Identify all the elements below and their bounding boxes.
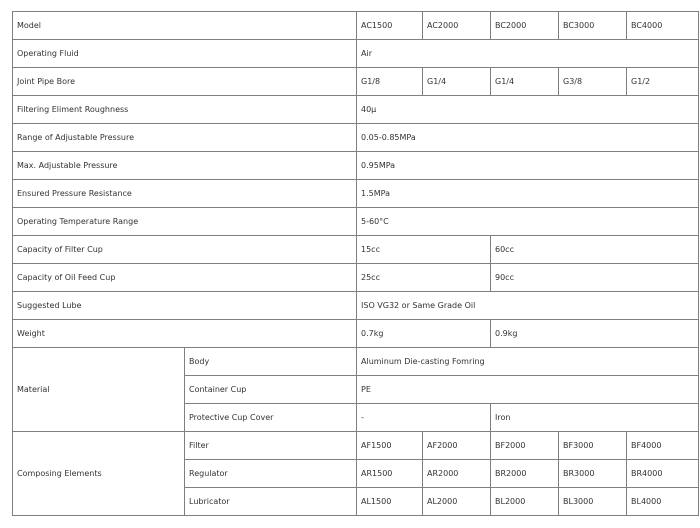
sub-label: Body [185, 348, 357, 376]
row-value: PE [357, 376, 699, 404]
table-row [13, 236, 699, 264]
table-row [13, 320, 699, 348]
element-value: BL3000 [559, 488, 627, 516]
element-value: BR2000 [491, 460, 559, 488]
row-value: ISO VG32 or Same Grade Oil [357, 292, 699, 320]
model-value: BC3000 [559, 12, 627, 40]
group-label-composing: Composing Elements [13, 432, 185, 516]
group-label-material: Material [13, 348, 185, 432]
bore-value: G3/8 [559, 68, 627, 96]
bore-value: G1/4 [491, 68, 559, 96]
row-value: 0.05-0.85MPa [357, 124, 699, 152]
table-row [13, 152, 699, 180]
model-value: BC4000 [627, 12, 699, 40]
row-value: 0.95MPa [357, 152, 699, 180]
element-value: BR3000 [559, 460, 627, 488]
row-label: Model [13, 12, 357, 40]
sub-label: Protective Cup Cover [185, 404, 357, 432]
row-value: 60cc [491, 236, 699, 264]
element-value: BF4000 [627, 432, 699, 460]
model-value: AC1500 [357, 12, 423, 40]
row-label: Weight [13, 320, 357, 348]
table-row [13, 348, 699, 376]
element-value: BF3000 [559, 432, 627, 460]
row-value: 1.5MPa [357, 180, 699, 208]
row-value: 0.9kg [491, 320, 699, 348]
model-value: BC2000 [491, 12, 559, 40]
table-row [13, 180, 699, 208]
element-value: BL2000 [491, 488, 559, 516]
element-value: BL4000 [627, 488, 699, 516]
bore-value: G1/4 [423, 68, 491, 96]
row-label: Max. Adjustable Pressure [13, 152, 357, 180]
sub-label: Filter [185, 432, 357, 460]
row-label: Joint Pipe Bore [13, 68, 357, 96]
model-value: AC2000 [423, 12, 491, 40]
sub-label: Lubricator [185, 488, 357, 516]
row-label: Ensured Pressure Resistance [13, 180, 357, 208]
element-value: AL1500 [357, 488, 423, 516]
table-row [13, 264, 699, 292]
table-row [13, 292, 699, 320]
bore-value: G1/8 [357, 68, 423, 96]
sub-label: Container Cup [185, 376, 357, 404]
row-value: Aluminum Die-casting Fomring [357, 348, 699, 376]
row-value: 25cc [357, 264, 491, 292]
sub-label: Regulator [185, 460, 357, 488]
row-label: Capacity of Oil Feed Cup [13, 264, 357, 292]
row-value: 15cc [357, 236, 491, 264]
row-value: 40μ [357, 96, 699, 124]
row-label: Capacity of Filter Cup [13, 236, 357, 264]
element-value: AL2000 [423, 488, 491, 516]
row-label: Suggested Lube [13, 292, 357, 320]
spec-table [12, 11, 699, 516]
row-label: Operating Temperature Range [13, 208, 357, 236]
element-value: BF2000 [491, 432, 559, 460]
table-row [13, 208, 699, 236]
table-row [13, 68, 699, 96]
element-value: BR4000 [627, 460, 699, 488]
row-label: Range of Adjustable Pressure [13, 124, 357, 152]
row-value: 0.7kg [357, 320, 491, 348]
row-label: Operating Fluid [13, 40, 357, 68]
table-row [13, 40, 699, 68]
table-row [13, 124, 699, 152]
row-value: Air [357, 40, 699, 68]
row-value: Iron [491, 404, 699, 432]
element-value: AF1500 [357, 432, 423, 460]
element-value: AF2000 [423, 432, 491, 460]
row-value: 5-60°C [357, 208, 699, 236]
row-value: - [357, 404, 491, 432]
element-value: AR1500 [357, 460, 423, 488]
table-row [13, 432, 699, 460]
element-value: AR2000 [423, 460, 491, 488]
table-row [13, 12, 699, 40]
table-row [13, 96, 699, 124]
bore-value: G1/2 [627, 68, 699, 96]
row-value: 90cc [491, 264, 699, 292]
row-label: Filtering Eliment Roughness [13, 96, 357, 124]
